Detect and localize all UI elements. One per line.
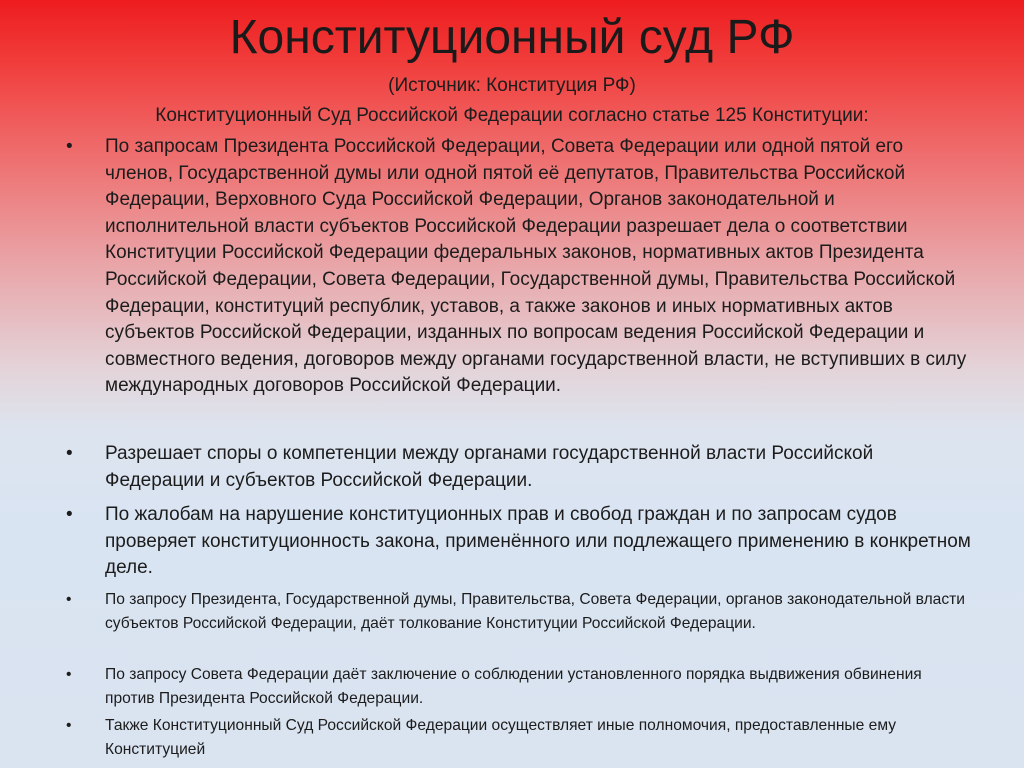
source-note: (Источник: Конституция РФ): [388, 75, 636, 96]
list-item-text: По запросам Президента Российской Федерации, Совета Федерации или одной пятой его членов, Государственной думы или одной пятой её депутатов, Правительства Российской Федерации, Верховного Суда Российской Федерации, Органов законодательной и исполнительной власти субъектов Российской Федерации разрешает дела о соответствии Конституции Российской Федерации федеральных законов, нормативных актов Президента Российской Федерации, Совета Федерации, Государственной думы, Правительства Российской Федерации, конституций республик, уставов, а также законов и иных нормативных актов субъектов Российской Федерации, изданных по вопросам ведения Российской Федерации и совместного ведения, договоров между органами государственной власти, не вступивших в силу международных договоров Российской Федерации.: [105, 136, 967, 397]
bullet-icon: •: [66, 504, 73, 525]
bullet-icon: •: [66, 136, 73, 157]
list-item-text: Также Конституционный Суд Российской Федерации осуществляет иные полномочия, предоставленные ему Конституцией: [105, 717, 897, 758]
bullet-icon: •: [66, 717, 72, 734]
intro-text: Конституционный Суд Российской Федерации согласно статье 125 Конституции:: [155, 105, 869, 126]
slide-title: Конституционный суд РФ: [229, 11, 795, 64]
list-item-text: По жалобам на нарушение конституционных прав и свобод граждан и по запросам судов проверяет конституционность закона, применённого или подлежащего применению в конкретном деле.: [105, 504, 971, 579]
list-item-text: Разрешает споры о компетенции между органами государственной власти Российской Федерации и субъектов Российской Федерации.: [105, 443, 874, 491]
bullet-icon: •: [66, 443, 73, 464]
list-item-text: По запросу Совета Федерации даёт заключение о соблюдении установленного порядка выдвижения обвинения против Президента Российской Федерации.: [105, 666, 922, 707]
bullet-icon: •: [66, 666, 72, 683]
list-item-text: По запросу Президента, Государственной думы, Правительства, Совета Федерации, органов законодательной власти субъектов Российской Федерации, даёт толкование Конституции Российской Федерации.: [105, 591, 965, 632]
bullet-icon: •: [66, 591, 72, 608]
